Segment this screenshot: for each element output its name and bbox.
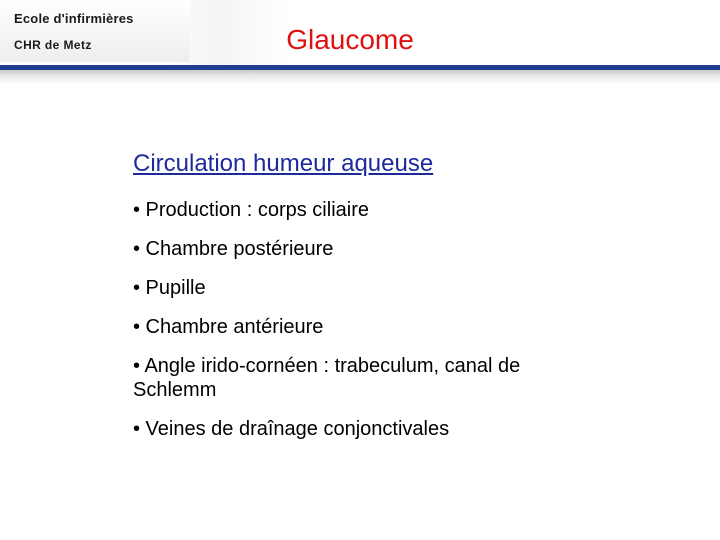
slide-content bbox=[133, 150, 593, 456]
bullet-list bbox=[133, 198, 593, 441]
slide-title: Glaucome bbox=[286, 24, 414, 55]
header-rule-shadow bbox=[0, 70, 720, 84]
school-name: Ecole d'infirmières bbox=[14, 11, 134, 26]
bullet-item: • Angle irido-cornéen : trabeculum, canal de Schlemm bbox=[133, 355, 521, 401]
bullet-item: • Chambre antérieure bbox=[133, 316, 324, 338]
bullet-item: • Pupille bbox=[133, 277, 206, 299]
bullet-item: • Production : corps ciliaire bbox=[133, 199, 369, 221]
slide-header bbox=[0, 0, 720, 90]
bullet-item: • Chambre postérieure bbox=[133, 238, 334, 260]
school-site: CHR de Metz bbox=[14, 38, 92, 52]
header-logo-panel bbox=[0, 0, 190, 62]
bullet-item: • Veines de draînage conjonctivales bbox=[133, 418, 450, 440]
section-heading: Circulation humeur aqueuse bbox=[133, 150, 434, 177]
